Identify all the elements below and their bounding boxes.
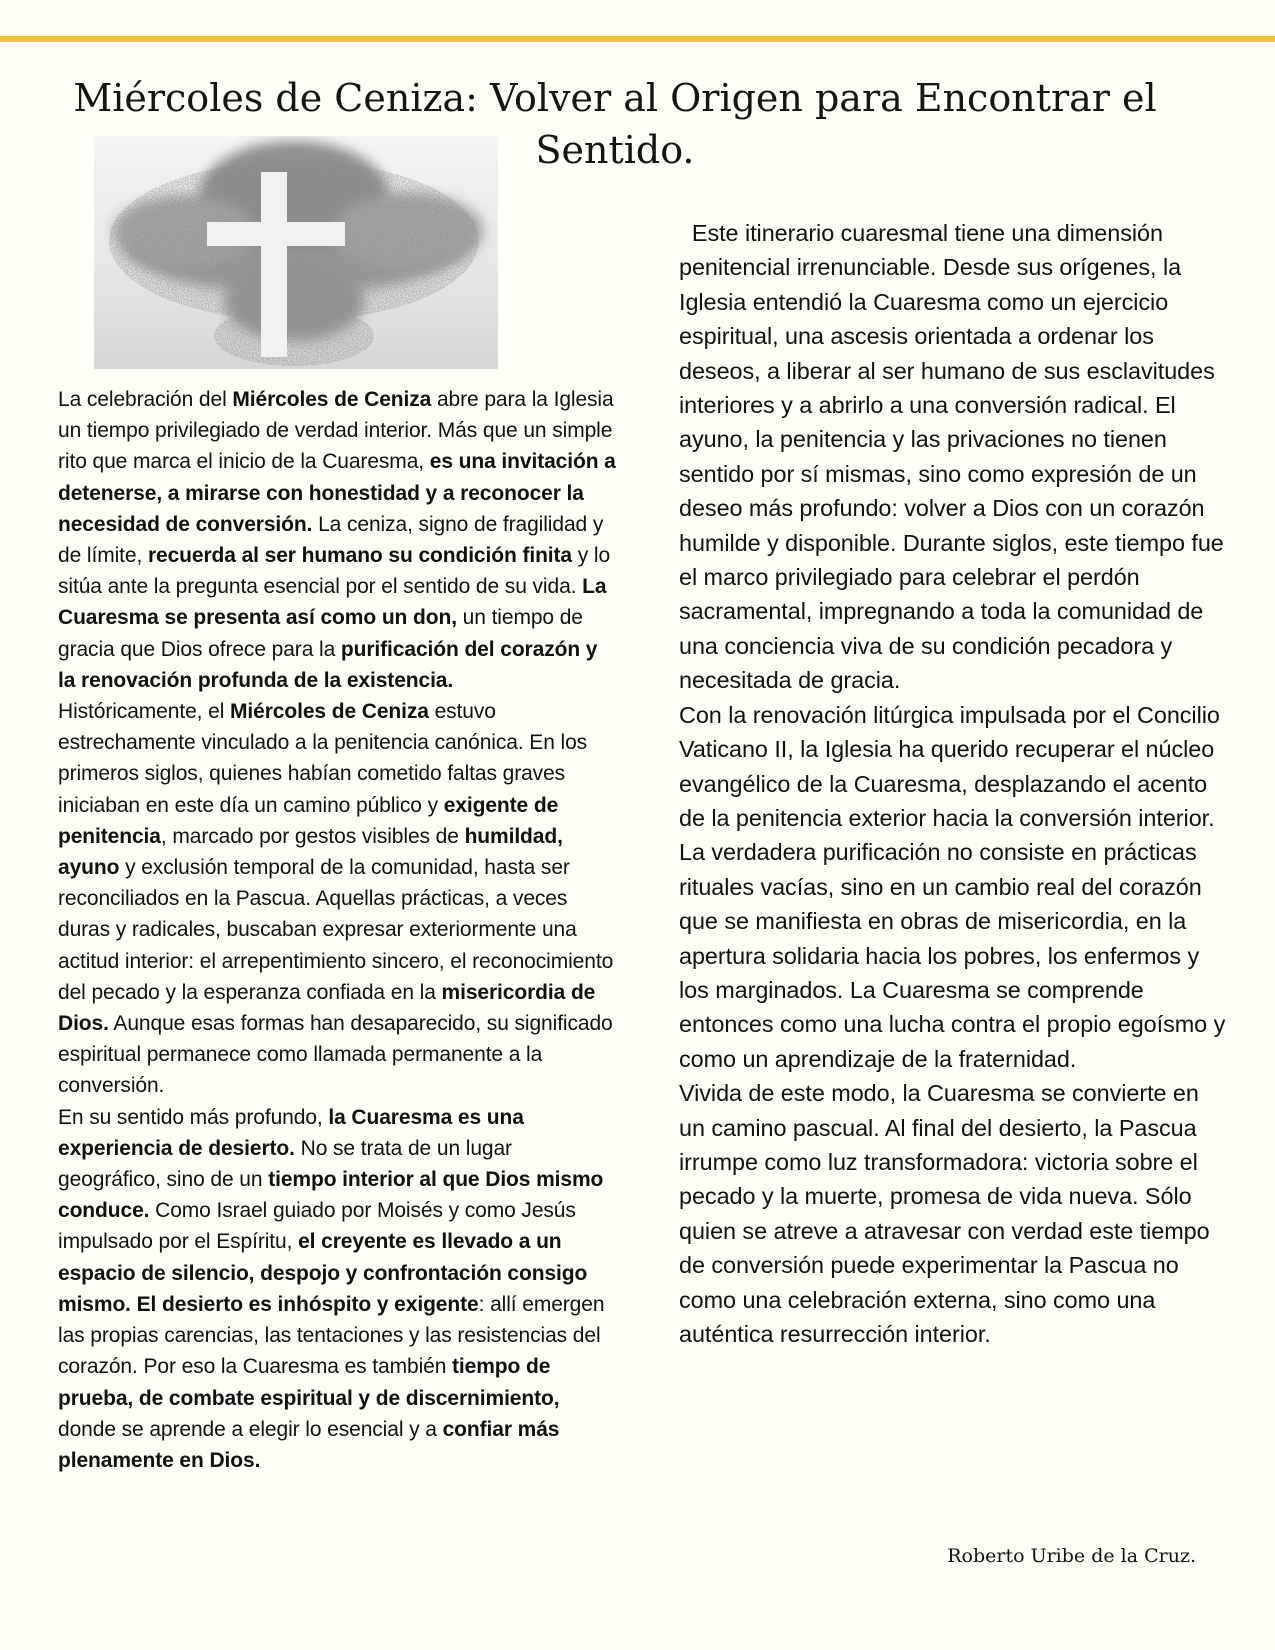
author-signature: Roberto Uribe de la Cruz. — [947, 1545, 1196, 1567]
bold-text-run: purificación del corazón y la renovación profunda de la existencia. — [58, 637, 598, 692]
left-paragraph-3 — [58, 1102, 620, 1476]
text-run: un tiempo de gracia que Dios ofrece para la — [58, 606, 583, 661]
bold-text-run: el creyente es llevado a un espacio de silencio, despojo y confrontación consigo mismo. El desierto es inhóspito y exigente — [58, 1230, 588, 1316]
right-paragraph-2: Con la renovación litúrgica impulsada por el Concilio Vaticano II, la Iglesia ha querido recuperar el núcleo evangélico de la Cuaresma, desplazando el acento de la penitencia exterior hacia la conversión interior. La verdadera purificación no consiste en prácticas rituales vacías, sino en un cambio real del corazón que se manifiesta en obras de misericordia, en la apertura solidaria hacia los pobres, los enfermos y los marginados. La Cuaresma se comprende entonces como una lucha contra el propio egoísmo y como un aprendizaje de la fraternidad. — [679, 701, 1226, 1072]
left-paragraph-2 — [58, 696, 620, 1102]
text-run: Aunque esas formas han desaparecido, su significado espiritual permanece como llamada permanente a la conversión. — [58, 1012, 613, 1098]
top-accent-rule — [0, 36, 1275, 42]
text-run: Históricamente, el — [58, 700, 230, 724]
bold-text-run: Miércoles de Ceniza — [230, 700, 429, 724]
text-run: donde se aprende a elegir lo esencial y a — [58, 1417, 443, 1441]
left-paragraph-1 — [58, 384, 620, 696]
bold-text-run: misericordia de Dios. — [58, 980, 596, 1036]
bold-text-run: tiempo de prueba, de combate espiritual y de discernimiento, — [58, 1355, 560, 1410]
bold-text-run: Miércoles de Ceniza — [232, 388, 432, 411]
right-text-column — [679, 216, 1231, 1351]
bold-text-run: confiar más plenamente en Dios. — [58, 1417, 560, 1472]
bold-text-run: tiempo interior al que Dios mismo conduce. — [58, 1168, 604, 1223]
bold-text-run: humildad, ayuno — [58, 824, 563, 880]
article-title: Miércoles de Ceniza: Volver al Origen para Encontrar el Sentido. — [73, 76, 1157, 172]
ash-cross-image — [94, 136, 498, 369]
text-run: , marcado por gestos visibles de — [160, 824, 465, 848]
text-run: La celebración del — [58, 388, 233, 411]
bold-text-run: exigente de penitencia — [58, 793, 559, 848]
text-run: y lo sitúa ante la pregunta esencial por el sentido de su vida. — [58, 544, 611, 599]
text-run: y exclusión temporal de la comunidad, hasta ser reconciliados en la Pascua. Aquellas prácticas, a veces duras y radicales, buscaban expresar exteriormente una actitud interior: el arrepentimiento sincero, el reconocimiento del pecado y la esperanza confiada en la — [58, 856, 614, 1004]
bold-text-run: La Cuaresma se presenta así como un don, — [58, 575, 607, 630]
bold-text-run: es una invitación a detenerse, a mirarse con honestidad y a reconocer la necesidad de conversión. — [58, 450, 616, 536]
text-run: abre para la Iglesia un tiempo privilegiado de verdad interior. Más que un simple rito que marca el inicio de la Cuaresma, — [58, 388, 614, 474]
bold-text-run: la Cuaresma es una experiencia de desierto. — [58, 1105, 524, 1160]
right-paragraph-1: Este itinerario cuaresmal tiene una dimensión penitencial irrenunciable. Desde sus orígenes, la Iglesia entendió la Cuaresma como un ejercicio espiritual, una ascesis orientada a ordenar los deseos, a liberar al ser humano de sus esclavitudes interiores y a abrirlo a una conversión radical. El ayuno, la penitencia y las privaciones no tienen sentido por sí mismas, sino como expresión de un deseo más profundo: volver a Dios con un corazón humilde y disponible. Durante siglos, este tiempo fue el marco privilegiado para celebrar el perdón sacramental, impregnando a toda la comunidad de una conciencia viva de su condición pecadora y necesitada de gracia. — [679, 220, 1231, 694]
text-run: En su sentido más profundo, — [58, 1105, 329, 1129]
text-run: : allí emergen las propias carencias, las tentaciones y las resistencias del corazón. Por eso la Cuaresma es también — [58, 1292, 605, 1379]
right-paragraph-3: Vivida de este modo, la Cuaresma se convierte en un camino pascual. Al final del desierto, la Pascua irrumpe como luz transformadora: victoria sobre el pecado y la muerte, promesa de vida nueva. Sólo quien se atreve a atravesar con verdad este tiempo de conversión puede experimentar la Pascua no como una celebración externa, sino como una auténtica resurrección interior. — [679, 1080, 1210, 1347]
text-run: No se trata de un lugar geográfico, sino de un — [58, 1136, 512, 1192]
left-text-column — [58, 384, 620, 1476]
text-run: estuvo estrechamente vinculado a la penitencia canónica. En los primeros siglos, quienes habían cometido faltas graves iniciaban en este día un camino público y — [58, 700, 588, 817]
bold-text-run: recuerda al ser humano su condición finita — [147, 544, 573, 568]
text-run: Como Israel guiado por Moisés y como Jesús impulsado por el Espíritu, — [58, 1199, 576, 1254]
text-run: La ceniza, signo de fragilidad y de límite, — [58, 512, 604, 568]
